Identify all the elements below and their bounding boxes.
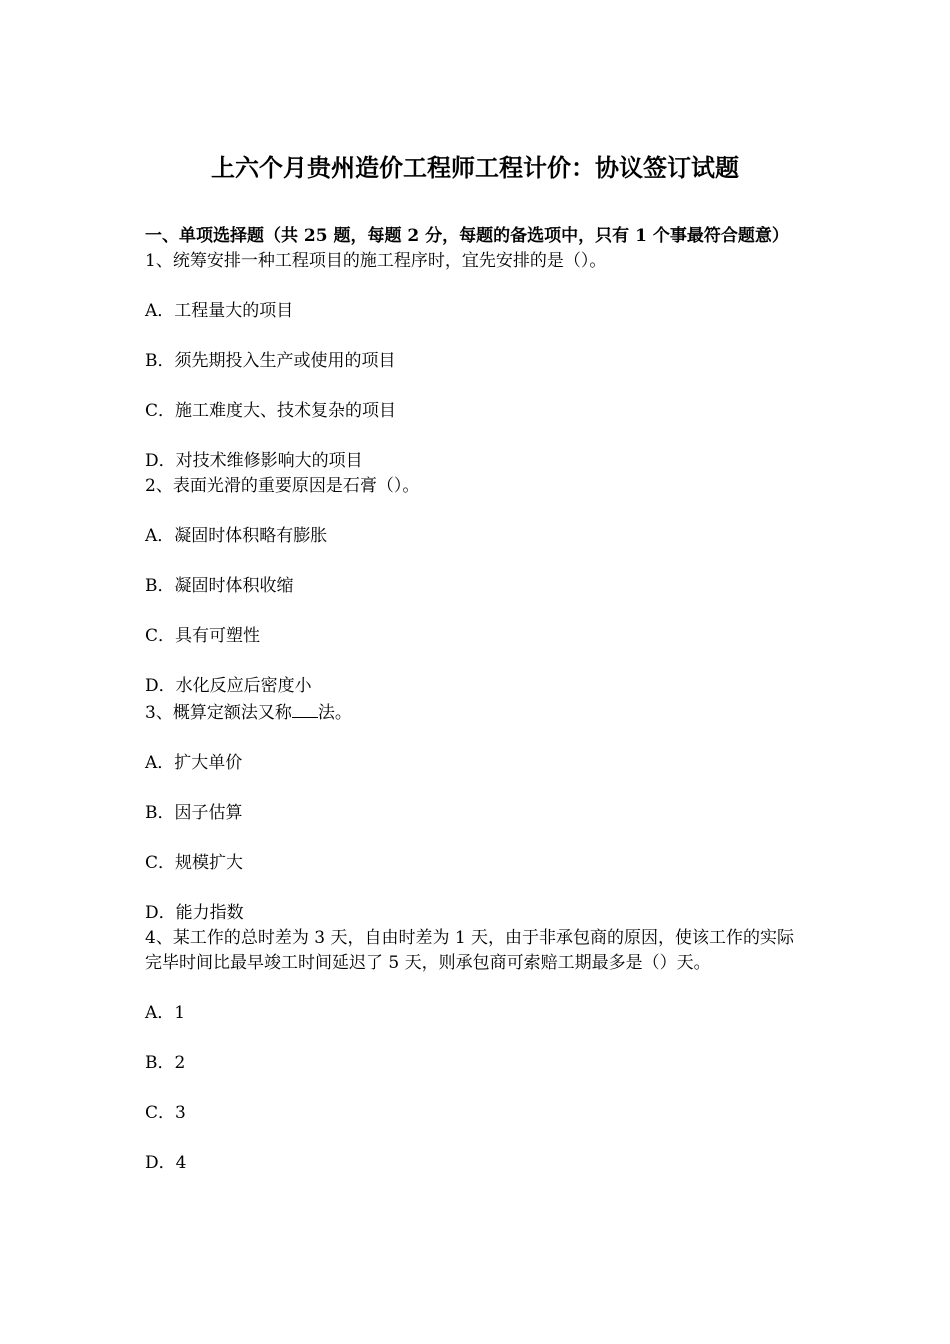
section-heading: 一、单项选择题（共 25 题，每题 2 分，每题的备选项中，只有 1 个事最符合题意） xyxy=(145,226,789,246)
option-a: A．凝固时体积略有膨胀 xyxy=(145,526,328,546)
option-d: D．4 xyxy=(145,1153,187,1173)
question-4 xyxy=(145,926,810,1176)
option-d: D．能力指数 xyxy=(145,903,244,923)
option-a: A．1 xyxy=(145,1003,186,1023)
option-c: C．具有可塑性 xyxy=(145,626,261,646)
option-c: C．规模扩大 xyxy=(145,853,244,873)
question-stem-before-blank: 3、概算定额法又称 xyxy=(145,703,292,723)
question-3 xyxy=(145,699,810,926)
question-stem xyxy=(145,699,810,726)
option-b: B．2 xyxy=(145,1053,186,1073)
option-d: D．水化反应后密度小 xyxy=(145,676,312,696)
document-content xyxy=(145,224,810,1176)
question-2 xyxy=(145,474,810,699)
option-a: A．工程量大的项目 xyxy=(145,301,294,321)
question-stem-after-blank: 法。 xyxy=(317,703,352,723)
answer-blank xyxy=(292,699,318,718)
question-1 xyxy=(145,249,810,474)
option-b: B．须先期投入生产或使用的项目 xyxy=(145,351,396,371)
question-stem: 2、表面光滑的重要原因是石膏（）。 xyxy=(145,476,420,496)
option-c: C．施工难度大、技术复杂的项目 xyxy=(145,401,397,421)
option-a: A．扩大单价 xyxy=(145,753,243,773)
option-c: C．3 xyxy=(145,1103,186,1123)
option-b: B．因子估算 xyxy=(145,803,243,823)
document-title: 上六个月贵州造价工程师工程计价：协议签订试题 xyxy=(211,153,739,182)
option-d: D．对技术维修影响大的项目 xyxy=(145,451,363,471)
option-b: B．凝固时体积收缩 xyxy=(145,576,294,596)
question-stem: 1、统筹安排一种工程项目的施工程序时，宜先安排的是（）。 xyxy=(145,251,607,271)
question-stem: 4、某工作的总时差为 3 天，自由时差为 1 天，由于非承包商的原因，使该工作的实际完毕时间比最早竣工时间延迟了 5 天，则承包商可索赔工期最多是（）天。 xyxy=(145,928,795,973)
